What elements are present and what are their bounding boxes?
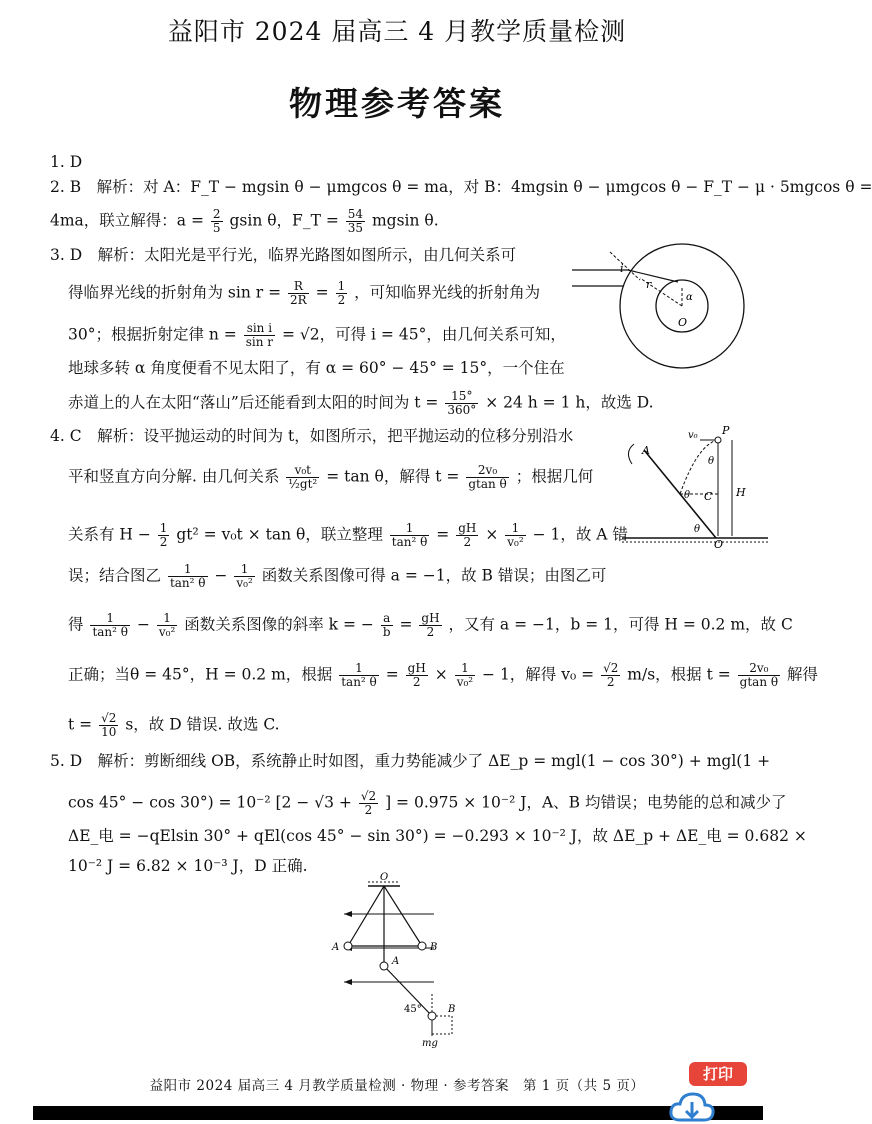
fraction: $\frac{1}{\text{tan² θ}}$	[92, 611, 129, 639]
fraction: $\frac{\text{2v₀}}{\text{gtan θ}}$	[739, 661, 779, 689]
fraction: $\frac{√2}{10}$	[101, 711, 117, 739]
answer-2-line-1: 2. B 解析：对 A：F_T − mgsin θ − μmgcos θ = ma，对 B：4mgsin θ − μmgcos θ − F_T − μ · 5mgcos θ =	[50, 178, 872, 196]
print-button[interactable]: 打印	[689, 1062, 747, 1086]
point-b2-label: B	[448, 1004, 456, 1015]
fraction: $\frac{1}{\text{v₀²}}$	[236, 562, 253, 590]
answer-5-line-4: 10⁻² J = 6.82 × 10⁻³ J，D 正确.	[68, 857, 308, 875]
angle-45-label: 45°	[404, 1004, 422, 1015]
answer-4-line-2: 平和竖直方向分解. 由几何关系 $\frac{\text{v₀t}}{\text{½gt²}}$ = tan θ，解得 t = $\frac{\text{2v₀}}{\text{gtan θ}}$ ；根据几何	[68, 463, 594, 491]
fraction: $\frac{2}{5}$	[212, 207, 221, 235]
angle-i-label: i	[620, 262, 624, 275]
normal-line	[610, 252, 640, 280]
answer-3-line-2: 得临界光线的折射角为 sin r = $\frac{R}{2R}$ = $\frac{1}{2}$ ，可知临界光线的折射角为	[68, 279, 541, 307]
theta-label: θ	[708, 456, 715, 467]
ball-a	[344, 942, 352, 950]
fraction: $\frac{1}{2}$	[159, 521, 168, 549]
fraction: $\frac{1}{\text{tan² θ}}$	[169, 562, 206, 590]
string-oa	[348, 886, 384, 946]
fraction: $\frac{a}{b}$	[382, 611, 391, 639]
height-h-label: H	[736, 486, 746, 499]
page-title: 物理参考答案	[289, 84, 505, 123]
answer-1: 1. D	[50, 153, 83, 171]
projectile-incline-diagram	[618, 424, 774, 551]
answer-5-line-2: cos 45° − cos 30°) = 10⁻² [2 − √3 + $\frac{√2}{2}$ ] = 0.975 × 10⁻² J，A、B 均错误；电势能的总和减少了	[68, 789, 787, 817]
point-p-label: P	[722, 424, 730, 437]
fraction: $\frac{\text{v₀t}}{\text{½gt²}}$	[288, 463, 318, 491]
answer-4-line-7: t = $\frac{√2}{10}$ s，故 D 错误. 故选 C.	[68, 711, 280, 739]
field-arrow-3	[344, 979, 352, 985]
fraction: $\frac{gH}{2}$	[407, 661, 426, 689]
fraction: $\frac{1}{\text{v₀²}}$	[158, 611, 176, 639]
fraction: $\frac{gH}{2}$	[458, 521, 477, 549]
exam-header: 益阳市 2024 届高三 4 月教学质量检测	[167, 17, 627, 46]
answer-4-line-4: 误；结合图乙 $\frac{1}{\text{tan² θ}}$ − $\frac{1}{\text{v₀²}}$ 函数关系图像可得 a = −1，故 B 错误；由图乙可	[68, 562, 607, 590]
fraction: $\frac{54}{35}$	[347, 207, 364, 235]
fraction: $\frac{1}{\text{v₀²}}$	[456, 661, 474, 689]
center-o-label: O	[678, 316, 688, 329]
answer-4-line-1: 4. C 解析：设平抛运动的时间为 t，如图所示，把平抛运动的位移分别沿水	[50, 427, 574, 445]
fraction: $\frac{\text{2v₀}}{\text{gtan θ}}$	[468, 463, 507, 491]
answer-3-line-3: 30°；根据折射定律 n = $\frac{\text{sin i}}{\text{sin r}}$ = √2，可得 i = 45°，由几何关系可知，	[68, 321, 566, 349]
fraction: $\frac{gH}{2}$	[421, 611, 440, 639]
angle-r-label: r	[646, 278, 652, 291]
point-a2-label: A	[392, 956, 400, 967]
theta-label-2: θ	[684, 490, 691, 501]
v0-label: v₀	[688, 430, 698, 441]
answer-5-line-3: ΔE_电 = −qElsin 30° + qEl(cos 45° − sin 30°) = −0.293 × 10⁻² J，故 ΔE_p + ΔE_电 = 0.682 ×	[68, 827, 807, 845]
gravity-label: mg	[422, 1038, 438, 1049]
answer-5-line-1: 5. D 解析：剪断细线 OB，系统静止时如图，重力势能减少了 ΔE_p = mgl(1 − cos 30°) + mgl(1 +	[50, 752, 771, 770]
fraction: $\frac{√2}{2}$	[360, 789, 377, 817]
download-cloud-icon[interactable]	[668, 1090, 716, 1124]
ball-b	[418, 942, 426, 950]
fraction: $\frac{1}{2}$	[337, 279, 346, 307]
answer-4-line-3: 关系有 H − $\frac{1}{2}$ gt² = v₀t × tan θ，联立整理 $\frac{1}{\text{tan² θ}}$ = $\frac{gH}{2}$ × $\frac{1}{\text{v₀²}}$ − 1，故 A 错	[68, 521, 628, 549]
bottom-bar	[33, 1106, 763, 1120]
trajectory-curve	[680, 440, 718, 494]
point-c-label: C	[704, 490, 713, 503]
point-o-label: O	[380, 872, 389, 883]
answer-4-line-5: 得 $\frac{1}{\text{tan² θ}}$ − $\frac{1}{\text{v₀²}}$ 函数关系图像的斜率 k = − $\frac{a}{b}$ = $\frac{gH}{2}$ ，又有 a = −1，b = 1，可得 H = 0.2 m，故 C	[68, 611, 793, 639]
answer-3-line-4: 地球多转 α 角度便看不见太阳了，有 α = 60° − 45° = 15°，一个住在	[68, 359, 565, 377]
ball-b-lower	[428, 1012, 436, 1020]
point-a-label: A	[642, 444, 650, 457]
page-footer: 益阳市 2024 届高三 4 月教学质量检测 · 物理 · 参考答案 第 1 页（共 5 页）	[149, 1078, 645, 1094]
fraction: $\frac{1}{\text{tan² θ}}$	[391, 521, 428, 549]
charged-pendulum-diagram	[326, 872, 466, 1049]
fraction: $\frac{1}{\text{tan² θ}}$	[341, 661, 377, 689]
fraction: $\frac{15^\circ}{360^\circ}$	[447, 389, 477, 417]
point-a-label: A	[332, 942, 340, 953]
rotation-arrow	[628, 444, 634, 464]
earth-refraction-diagram	[570, 238, 750, 376]
answer-3-line-1: 3. D 解析：太阳光是平行光，临界光路图如图所示，由几何关系可	[50, 246, 517, 264]
fraction: $\frac{\text{sin i}}{\text{sin r}}$	[245, 321, 274, 349]
answer-2-line-2: 4ma，联立解得：a = $\frac{2}{5}$ gsin θ，F_T = $\frac{54}{35}$ mgsin θ.	[50, 207, 439, 235]
fraction: $\frac{R}{2R}$	[290, 279, 307, 307]
theta-label-3: θ	[694, 524, 701, 535]
fraction: $\frac{√2}{2}$	[603, 661, 619, 689]
point-o-label: O	[714, 538, 724, 551]
point-b-label: B	[430, 942, 438, 953]
string-ob	[384, 886, 422, 946]
answer-4-line-6: 正确；当θ = 45°，H = 0.2 m，根据 $\frac{1}{\text{tan² θ}}$ = $\frac{gH}{2}$ × $\frac{1}{\text{v₀²}}$ − 1，解得 v₀ = $\frac{√2}{2}$ m/s，根据 t = $\frac{\text{2v₀}}{\text{gtan θ}}$ 解得	[68, 661, 819, 689]
field-arrow-1	[344, 911, 352, 917]
answer-3-line-5: 赤道上的人在太阳“落山”后还能看到太阳的时间为 t = $\frac{15^\circ}{360^\circ}$ × 24 h = 1 h，故选 D.	[68, 389, 654, 417]
fraction: $\frac{1}{\text{v₀²}}$	[507, 521, 524, 549]
ball-a-lower	[380, 962, 388, 970]
angle-alpha-label: α	[686, 292, 693, 303]
ball-p	[715, 437, 721, 443]
